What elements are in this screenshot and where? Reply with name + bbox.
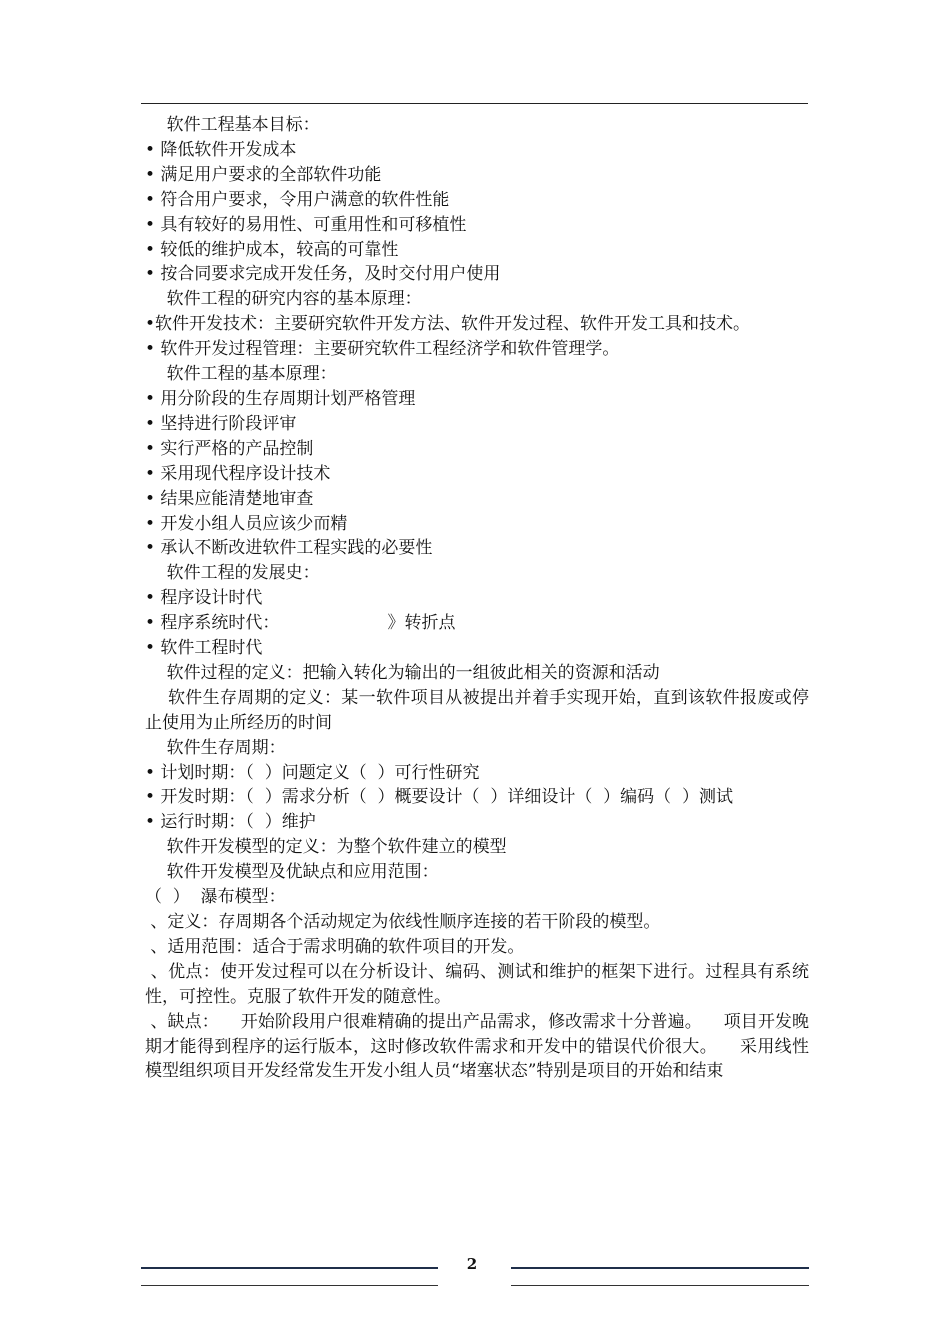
text-line: 软件工程的发展史： — [145, 563, 320, 584]
text-line: • 降低软件开发成本 — [145, 139, 297, 160]
text-line: 软件工程的基本原理： — [145, 364, 337, 385]
text-line: • 承认不断改进软件工程实践的必要性 — [145, 538, 433, 559]
footer-rule-right-bottom — [511, 1285, 809, 1286]
text-line: （ ） 瀑布模型： — [145, 887, 286, 908]
text-line: • 开发小组人员应该少而精 — [145, 513, 348, 534]
text-line: 软件工程基本目标： — [145, 115, 320, 135]
text-line: • 采用现代程序设计技术 — [145, 463, 331, 484]
page-number: 2 — [466, 1255, 478, 1273]
text-line: • 具有较好的易用性、可重用性和可移植性 — [145, 214, 467, 235]
text-line: • 开发时期：（ ）需求分析（ ）概要设计（ ）详细设计（ ）编码（ ）测试 — [145, 787, 733, 808]
footer-rule-left-top — [141, 1267, 438, 1269]
text-line: 、定义：存周期各个活动规定为依线性顺序连接的若干阶段的模型。 — [145, 912, 661, 932]
text-line: 软件过程的定义：把输入转化为输出的一组彼此相关的资源和活动 — [145, 662, 660, 683]
text-line: 软件开发模型及优缺点和应用范围： — [145, 862, 439, 883]
text-line: • 坚持进行阶段评审 — [145, 413, 297, 434]
text-line: • 按合同要求完成开发任务，及时交付用户使用 — [145, 264, 501, 285]
text-line: • 结果应能清楚地审查 — [145, 488, 314, 509]
text-line: •软件开发技术：主要研究软件开发方法、软件开发过程、软件开发工具和技术。 — [145, 314, 751, 335]
text-line: 软件工程的研究内容的基本原理： — [145, 289, 422, 310]
footer-rule-left-bottom — [141, 1285, 438, 1286]
text-line: • 软件工程时代 — [145, 638, 263, 659]
text-line: • 运行时期：（ ）维护 — [145, 812, 316, 833]
text-line: 、优点：使开发过程可以在分析设计、编码、测试和维护的框架下进行。过程具有系统性，可控性。克服了软件开发的随意性。 — [145, 961, 810, 1007]
text-line: • 较低的维护成本，较高的可靠性 — [145, 239, 399, 260]
text-line: • 程序系统时代： 》转折点 — [145, 613, 456, 634]
text-line: • 软件开发过程管理：主要研究软件工程经济学和软件管理学。 — [145, 339, 620, 360]
footer-rule-right-top — [511, 1267, 809, 1269]
text-line: 软件生存周期： — [145, 737, 286, 758]
text-line: • 符合用户要求，令用户满意的软件性能 — [145, 189, 450, 210]
text-line: 软件开发模型的定义：为整个软件建立的模型 — [145, 837, 507, 858]
text-line: 、适用范围：适合于需求明确的软件项目的开发。 — [145, 936, 525, 957]
text-line: 软件生存周期的定义：某一软件项目从被提出并着手实现开始，直到该软件报废或停止使用为止所经历的时间 — [145, 687, 809, 733]
document-body — [145, 113, 809, 1084]
text-line: • 计划时期：（ ）问题定义（ ）可行性研究 — [145, 762, 480, 783]
text-line: 、缺点： 开始阶段用户很难精确的提出产品需求，修改需求十分普遍。 项目开发晚期才能得到程序的运行版本，这时修改软件需求和开发中的错误代价很大。 采用线性模型组织项目开发经常发生开发小组人员“堵塞状态”特别是项目的开始和结束 — [145, 1011, 809, 1082]
text-line: • 满足用户要求的全部软件功能 — [145, 164, 382, 185]
header-rule — [141, 103, 808, 104]
text-line: • 用分阶段的生存周期计划严格管理 — [145, 388, 416, 409]
text-line: • 实行严格的产品控制 — [145, 438, 314, 459]
text-line: • 程序设计时代 — [145, 588, 263, 609]
